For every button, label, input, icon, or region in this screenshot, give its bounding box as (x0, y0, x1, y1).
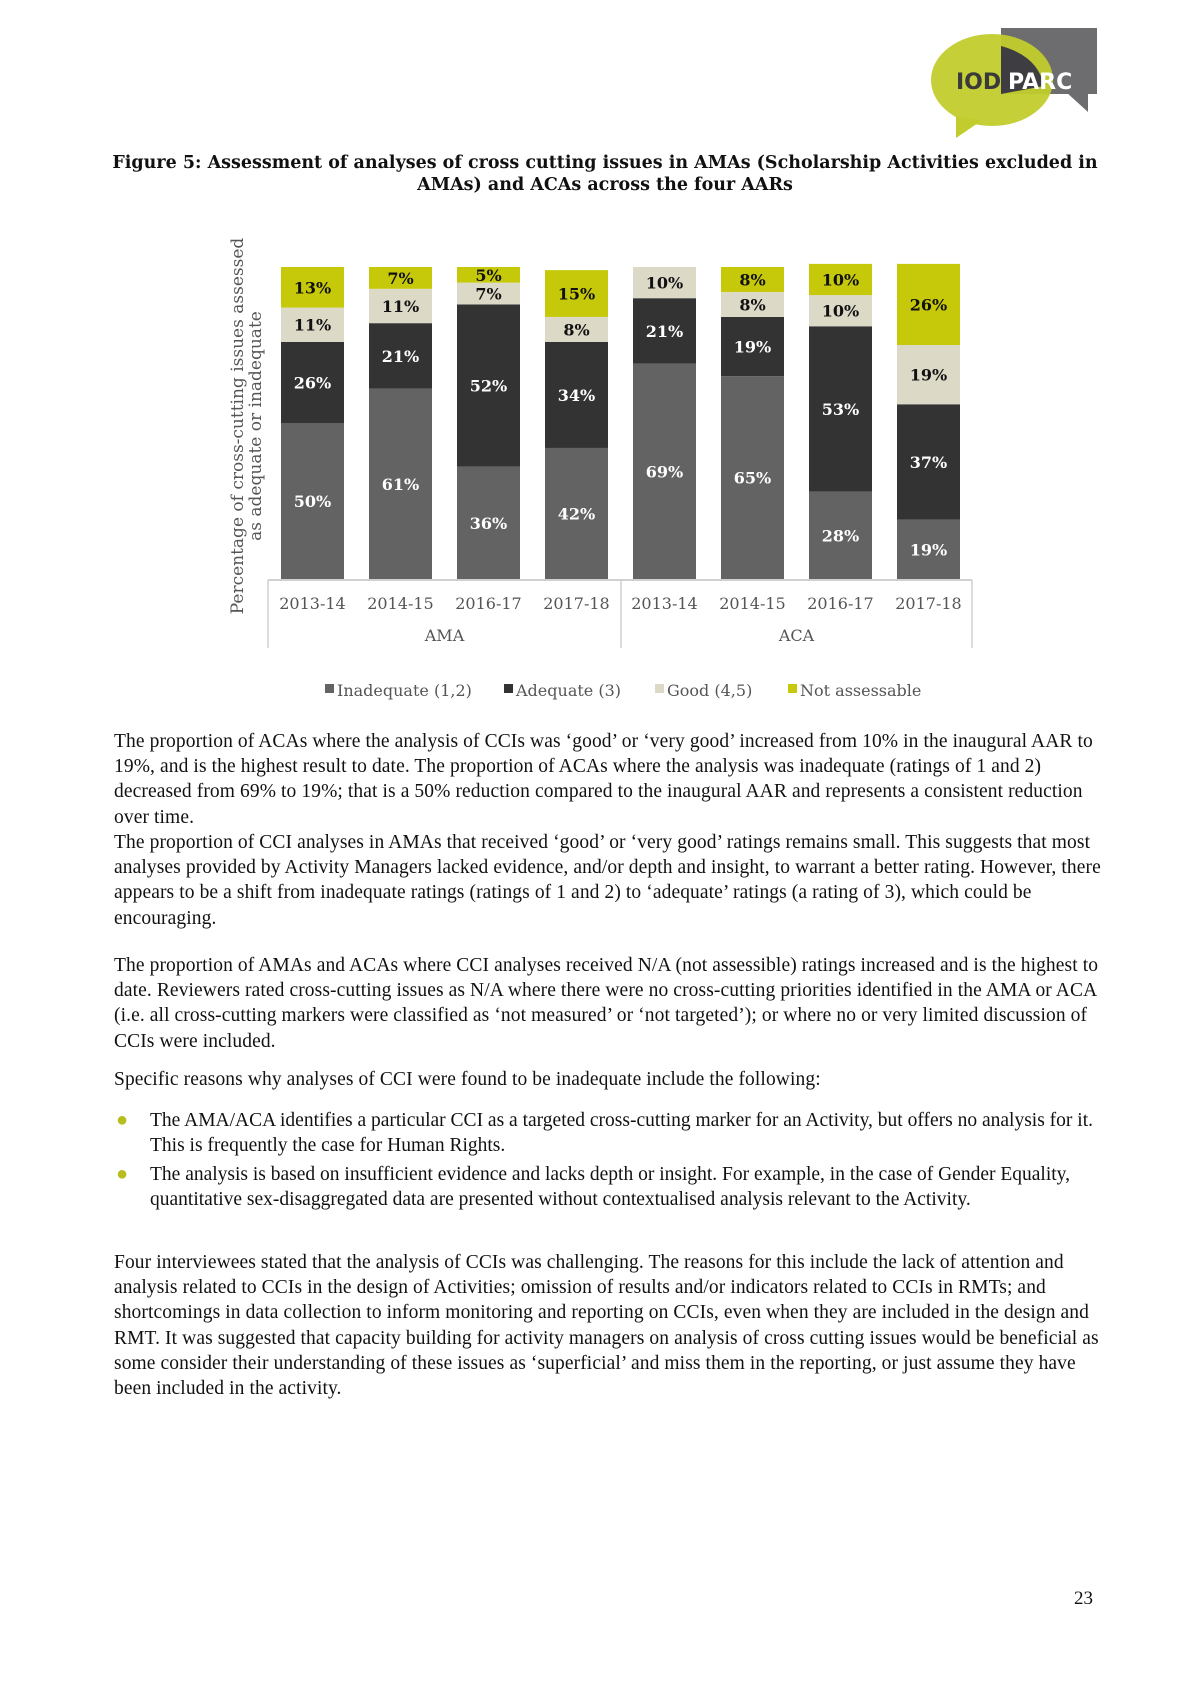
data-label: 26% (909, 295, 948, 315)
data-label: 28% (821, 526, 860, 546)
paragraph: The proportion of AMAs and ACAs where CCI analyses received N/A (not assessible) ratings increased and is the highest to date. Reviewers rated cross-cutting issues as N/A where there were no cross-cutting priorities identified in the AMA or ACA (i.e. all cross-cutting markers were classified as ‘not measured’ or ‘not targeted’); or where no or very limited discussion of CCIs were included. (114, 955, 1099, 1052)
paragraph: The proportion of CCI analyses in AMAs that received ‘good’ or ‘very good’ ratings remains small. This suggests that most analyses provided by Activity Managers lacked evidence, and/or depth and insight, to warrant a better rating. However, there appears to be a shift from inadequate ratings (ratings of 1 and 2) to ‘adequate’ ratings (a rating of 3), which could be encouraging. (114, 832, 1101, 929)
x-tick-label: 2014-15 (719, 594, 786, 613)
group-label: ACA (778, 626, 815, 645)
data-label: 37% (909, 453, 948, 472)
bullet-item: ● The analysis is based on insufficient evidence and lacks depth or insight. For example, in the case of Gender Equality, quantitative sex-disaggregated data are presented without contextualised analysis relevant to the Activity. (116, 1163, 1071, 1211)
data-label: 8% (739, 270, 766, 290)
data-label: 26% (293, 373, 332, 393)
data-label: 11% (293, 315, 332, 335)
data-label: 69% (645, 462, 684, 482)
paragraph: Specific reasons why analyses of CCI were found to be inadequate include the following: (114, 1069, 821, 1090)
svg-text:PARC: PARC (1008, 70, 1073, 95)
stacked-bar-chart (0, 0, 1190, 720)
data-label: 19% (909, 540, 948, 560)
data-label: 52% (469, 376, 508, 396)
legend-swatch (788, 684, 797, 693)
legend-swatch (504, 684, 513, 693)
x-tick-label: 2017-18 (543, 594, 610, 613)
data-label: 61% (381, 474, 420, 494)
data-label: 15% (557, 284, 596, 304)
x-tick-label: 2014-15 (367, 594, 434, 613)
y-axis-label: as adequate or inadequate (246, 311, 266, 541)
x-tick-label: 2013-14 (279, 594, 346, 613)
data-label: 21% (381, 346, 420, 366)
data-label: 36% (469, 513, 508, 533)
data-label: 7% (387, 268, 414, 288)
paragraph: Four interviewees stated that the analysis of CCIs was challenging. The reasons for this include the lack of attention and analysis related to CCIs in the design of Activities; omission of results and/or indicators related to CCIs in RMTs; and shortcomings in data collection to inform monitoring and reporting on CCIs, even when they are included in the design and RMT. It was suggested that capacity building for activity managers on analysis of cross cutting issues would be beneficial as some consider their understanding of these issues as ‘superficial’ and miss them in the reporting, or just assume they have been included in the activity. (114, 1252, 1099, 1400)
bullet-item: ● The AMA/ACA identifies a particular CCI as a targeted cross-cutting marker for an Activity, but offers no analysis for it. This is frequently the case for Human Rights. (116, 1109, 1093, 1157)
data-label: 34% (557, 385, 596, 405)
data-label: 10% (821, 270, 860, 290)
svg-text:IOD: IOD (956, 70, 1002, 95)
data-label: 10% (645, 273, 684, 293)
data-label: 53% (821, 399, 860, 419)
group-label: AMA (424, 626, 465, 645)
legend-label: Not assessable (800, 681, 922, 700)
bullet-icon: ● (116, 1109, 129, 1131)
data-label: 5% (475, 265, 502, 285)
data-label: 11% (381, 297, 420, 316)
legend-label: Adequate (3) (516, 681, 621, 700)
data-label: 42% (557, 504, 596, 524)
legend-label: Good (4,5) (667, 681, 753, 700)
x-tick-label: 2013-14 (631, 594, 698, 613)
data-label: 8% (563, 320, 590, 340)
page-number: 23 (1074, 1588, 1093, 1609)
data-label: 21% (645, 321, 684, 341)
data-label: 7% (475, 284, 502, 304)
legend-label: Inadequate (1,2) (337, 681, 472, 700)
x-tick-label: 2017-18 (895, 594, 962, 613)
data-label: 13% (293, 278, 332, 298)
x-tick-label: 2016-17 (807, 594, 874, 613)
legend-swatch (655, 684, 664, 693)
bullet-icon: ● (116, 1163, 129, 1185)
data-label: 50% (293, 492, 332, 511)
y-axis-label: Percentage of cross-cutting issues assessed (228, 237, 248, 615)
data-label: 19% (909, 365, 948, 385)
data-label: 19% (733, 337, 772, 357)
figure-title: Figure 5: Assessment of analyses of cross cutting issues in AMAs (Scholarship Activities excluded in AMAs) and ACAs across the four AARs (112, 153, 1098, 195)
x-tick-label: 2016-17 (455, 594, 522, 613)
data-label: 8% (739, 295, 766, 315)
data-label: 10% (821, 301, 860, 321)
data-label: 65% (733, 468, 772, 488)
paragraph: The proportion of ACAs where the analysis of CCIs was ‘good’ or ‘very good’ increased from 10% in the inaugural AAR to 19%, and is the highest result to date. The proportion of ACAs where the analysis was inadequate (ratings of 1 and 2) decreased from 69% to 19%; that is a 50% reduction compared to the inaugural AAR and represents a consistent reduction over time. (114, 731, 1093, 828)
legend-swatch (325, 684, 334, 693)
